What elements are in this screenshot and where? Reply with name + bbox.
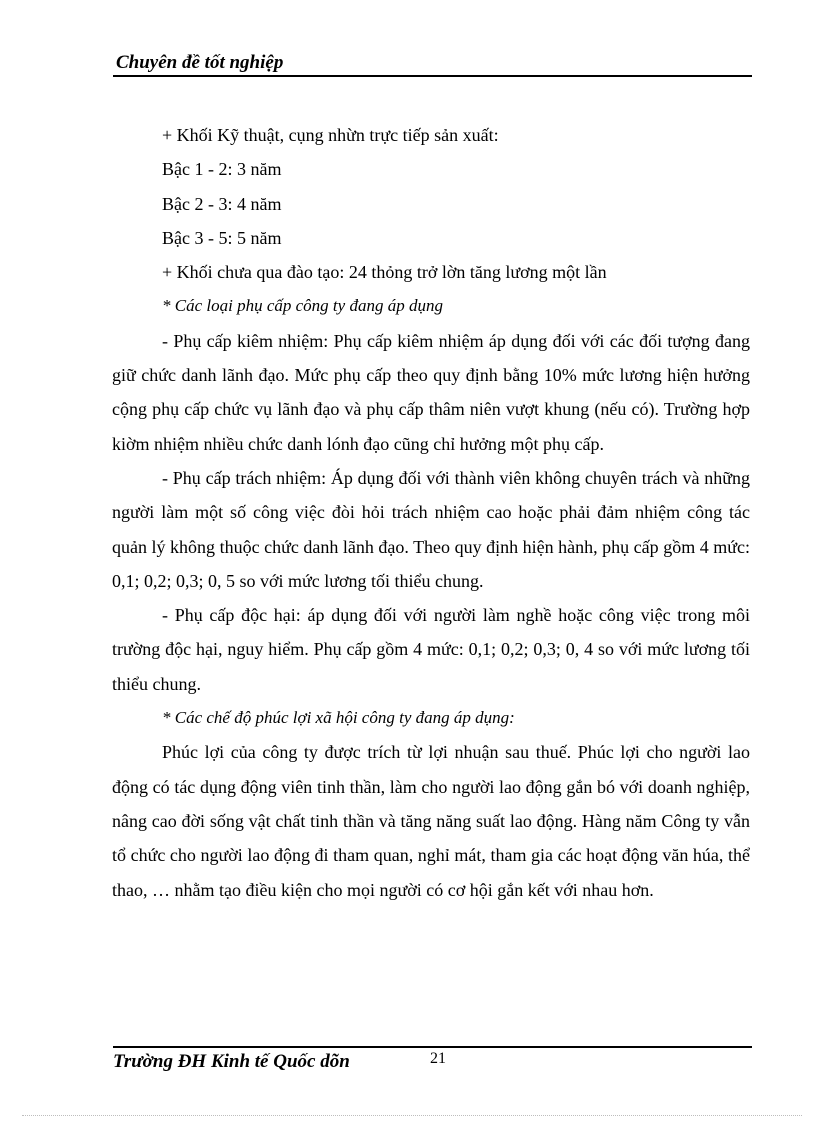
paragraph-technical-block: + Khối Kỹ thuật, cụng nhừn trực tiếp sản xuất: bbox=[162, 125, 499, 145]
paragraph-concurrent-allowance: - Phụ cấp kiêm nhiệm: Phụ cấp kiêm nhiệm áp dụng đối với các đối tượng đang giữ chức danh lãnh đạo. Mức phụ cấp theo quy định bằng 10% mức lương hiện hưởng cộng phụ cấp chức vụ lãnh đạo và phụ cấp thâm niên vượt khung (nếu có). Trường hợp kiờm nhiệm nhiều chức danh lónh đạo cũng chỉ hưởng một phụ cấp. bbox=[112, 330, 750, 454]
page-header-title: Chuyên đề tốt nghiệp bbox=[116, 52, 284, 73]
paragraph-grade-3-5: Bậc 3 - 5: 5 năm bbox=[162, 227, 282, 248]
paragraph-grade-2-3: Bậc 2 - 3: 4 năm bbox=[162, 193, 282, 214]
section-heading-allowances: * Các loại phụ cấp công ty đang áp dụng bbox=[162, 296, 443, 316]
paragraph-untrained-block: + Khối chưa qua đào tạo: 24 thỏng trở lờn tăng lương một lần bbox=[162, 262, 607, 283]
paragraph-welfare: Phúc lợi của công ty được trích từ lợi nhuận sau thuế. Phúc lợi cho người lao động có tác dụng động viên tinh thần, làm cho người lao động gắn bó với doanh nghiệp, nâng cao đời sống vật chất tinh thần và tăng năng suất lao động. Hàng năm Công ty vẫn tổ chức cho người lao động đi tham quan, nghỉ mát, tham gia các hoạt động văn húa, thể thao, … nhằm tạo điều kiện cho mọi người có cơ hội gắn kết với nhau hơn. bbox=[112, 742, 750, 900]
footer-school-name: Trường ĐH Kinh tế Quốc dõn bbox=[113, 1051, 350, 1072]
document-body bbox=[112, 118, 750, 907]
paragraph-responsibility-allowance: - Phụ cấp trách nhiệm: Áp dụng đối với thành viên không chuyên trách và những người làm một số công việc đòi hỏi trách nhiệm cao hoặc phải đảm nhiệm công tác quản lý không thuộc chức danh lãnh đạo. Theo quy định hiện hành, phụ cấp gồm 4 mức: 0,1; 0,2; 0,3; 0, 5 so với mức lương tối thiểu chung. bbox=[112, 467, 750, 591]
header-divider bbox=[113, 75, 752, 77]
paragraph-grade-1-2: Bậc 1 - 2: 3 năm bbox=[162, 159, 282, 180]
page-bottom-border bbox=[22, 1115, 802, 1116]
paragraph-hazard-allowance: - Phụ cấp độc hại: áp dụng đối với người làm nghề hoặc công việc trong môi trường độc hại, nguy hiểm. Phụ cấp gồm 4 mức: 0,1; 0,2; 0,3; 0, 4 so với mức lương tối thiểu chung. bbox=[112, 605, 750, 694]
section-heading-welfare: * Các chế độ phúc lợi xã hội công ty đang áp dụng: bbox=[162, 708, 515, 728]
footer-divider bbox=[113, 1046, 752, 1048]
page-number: 21 bbox=[430, 1050, 446, 1067]
